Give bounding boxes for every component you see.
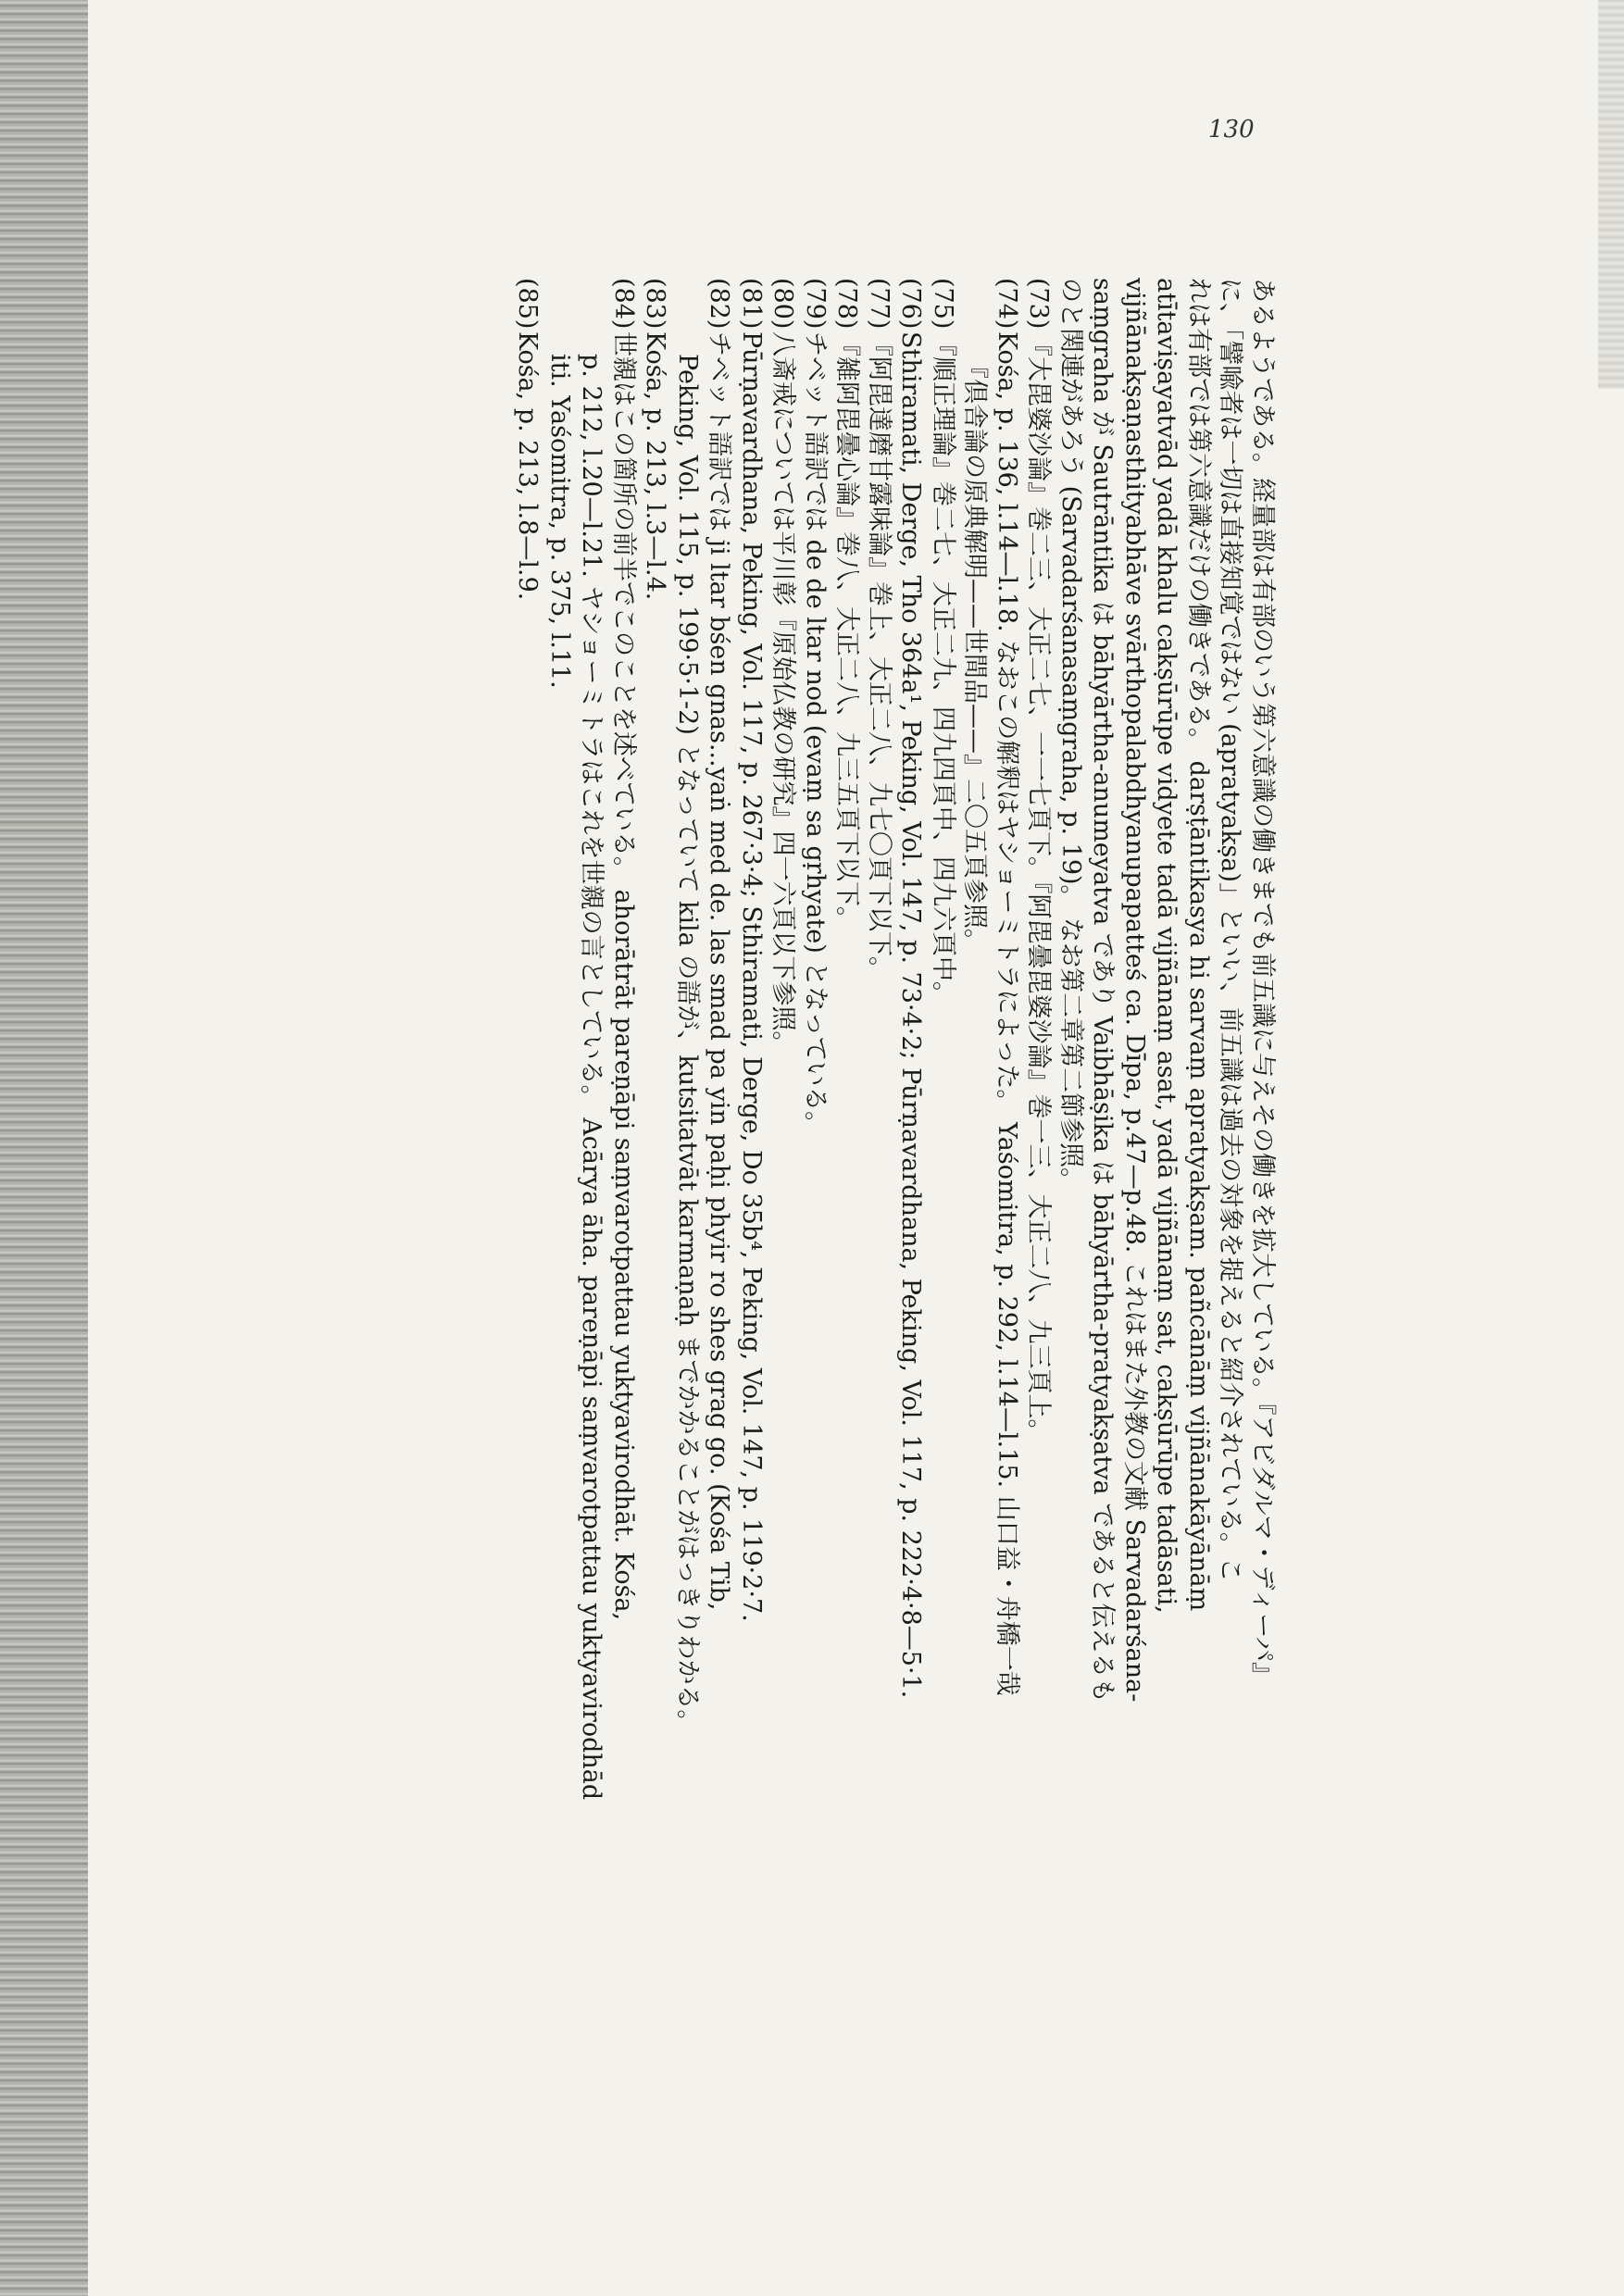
note-text: p. 212, l.20—l.21. ヤショーミトラはこれを世親の言としている。 Acārya āha. pareṇāpi saṃvarotpattau yuktyavirodhād [577, 354, 606, 1801]
note-text: 八斎戒については平川彰『原始仏教の研究』四一六頁以下参照。 [768, 331, 798, 1056]
scan-edge [1598, 0, 1624, 389]
note-number: (79) [801, 278, 830, 330]
note-text: 『大毘婆沙論』巻二三、大正二七、一一七頁下。『阿毘曇毘婆沙論』巻一三、大正二八、九三頁上。 [1024, 331, 1054, 1444]
note-number: (80) [768, 278, 798, 330]
body-line: に、「譬喩者は一切は直接知覚ではない (apratyakṣa)」といい、前五識は過去の対象を捉えると紹介されている。こ [1216, 278, 1245, 1583]
note-text: Peking, Vol. 115, p. 199·5·1-2) となっていて kila の語が、kutsitatvāt karmaṇaḥ までかかることがはっきりわかる。 [673, 354, 702, 1735]
note-number: (77) [865, 278, 893, 330]
note-84-continued [543, 278, 576, 2074]
note-number: (85) [513, 278, 543, 330]
body-line: あるようである。経量部は有部のいう第六意識の働きまでも前五識に与えその働きを拡大している。『アビダルマ・ディーパ』 [1248, 278, 1277, 1687]
page-body [65, 278, 1278, 2074]
note-82-continued [671, 278, 704, 2074]
note-text: 『雑阿毘曇心論』巻八、大正二八、九三五頁下以下。 [832, 331, 862, 931]
note-text: 世親はこの箇所の前半でこのことを述べている。 ahorātrāt pareṇāpi saṃvarotpattau yuktyavirodhāt. Kośa, [609, 331, 638, 1621]
note-text: チベット語訳では de de ltar nod (evaṃ sa gṛhyate) となっている。 [801, 331, 830, 1137]
note-73 [1022, 278, 1055, 2074]
note-74-continued [958, 278, 991, 2074]
note-number: (83) [641, 278, 670, 330]
note-number: (75) [929, 278, 957, 330]
note-83 [639, 278, 671, 2074]
note-text: 『倶舎論の原典解明——世間品——』二〇五頁参照。 [960, 354, 990, 954]
note-number: (76) [896, 278, 926, 330]
note-77 [863, 278, 895, 2074]
note-82 [703, 278, 735, 2074]
note-number: (82) [705, 278, 734, 330]
note-number: (74) [993, 278, 1021, 330]
body-line: vijñānakṣaṇasthityabhāve svārthopalabdhyanupapatteś ca. Dīpa, p.47—p.48. これはまた外教の文献 Sarvadarśana- [1120, 278, 1149, 1703]
note-text: Pūrṇavardhana, Peking, Vol. 117, p. 267·3·4; Sthiramati, Derge, Do 35b⁴, Peking, Vol. 147, p. 119·2·7. [737, 331, 766, 1622]
note-number: (81) [737, 278, 766, 330]
body-line: のと関連があろう (Sarvadarśanasaṃgraha, p. 19)。 なお第二章第二節参照。 [1056, 278, 1085, 1193]
note-78 [831, 278, 863, 2074]
body-line: saṃgraha が Sautrāntika は bāhyārtha-anumeyatva であり Vaibhāṣika は bāhyārtha-pratyakṣatva であると伝えるも [1088, 278, 1118, 1703]
note-text: 『阿毘達磨甘露味論』巻上、大正二八、九七〇頁下以下。 [865, 331, 893, 981]
note-text: Kośa, p. 213, l.3—l.4. [641, 331, 670, 601]
note-84 [607, 278, 640, 2074]
note-74 [991, 278, 1023, 2074]
note-number: (84) [609, 278, 638, 330]
note-85 [511, 278, 543, 2074]
note-84-continued [575, 278, 607, 2074]
note-text: Sthiramati, Derge, Tho 364a¹, Peking, Vol. 147, p. 73·4·2; Pūrṇavardhana, Peking, Vol. 117, p. 222·4·8—5·1. [896, 331, 926, 1699]
note-number: (78) [832, 278, 862, 330]
note-75 [927, 278, 959, 2074]
note-number: (73) [1024, 278, 1054, 330]
body-line: atītaviṣayatvād yadā khalu cakṣūrūpe vidyete tadā vijñānaṃ asat, yadā vijñānaṃ sat, cakṣūrūpe tadāsati, [1152, 278, 1181, 1614]
note-76 [894, 278, 927, 2074]
note-text: Kośa, p. 136, l.14—l.18. なおこの解釈はヤショーミトラによった。 Yaśomitra, p. 292, l.14—l.15. 山口益・舟橋一哉 [993, 331, 1021, 1696]
note-text: チベット語訳では ji ltar bśen gnas...yaṅ med de. las smad pa yin paḥi phyir ro shes grag go. (Kośa Tib, [705, 331, 734, 1611]
page-number: 130 [1208, 116, 1255, 144]
note-text: iti. Yaśomitra, p. 375, l.11. [545, 354, 574, 689]
note-81 [735, 278, 768, 2074]
note-text: Kośa, p. 213, l.8—l.9. [513, 331, 543, 601]
body-line: れは有部では第六意識だけの働きである。 darṣṭāntikasya hi sarvaṃ apratyakṣam. pañcānāṃ vijñānakāyānāṃ [1184, 278, 1213, 1612]
note-80 [767, 278, 799, 2074]
note-text: 『順正理論』巻二七、大正二九、四九四頁中、四九六頁中。 [929, 331, 957, 1006]
note-79 [799, 278, 831, 2074]
